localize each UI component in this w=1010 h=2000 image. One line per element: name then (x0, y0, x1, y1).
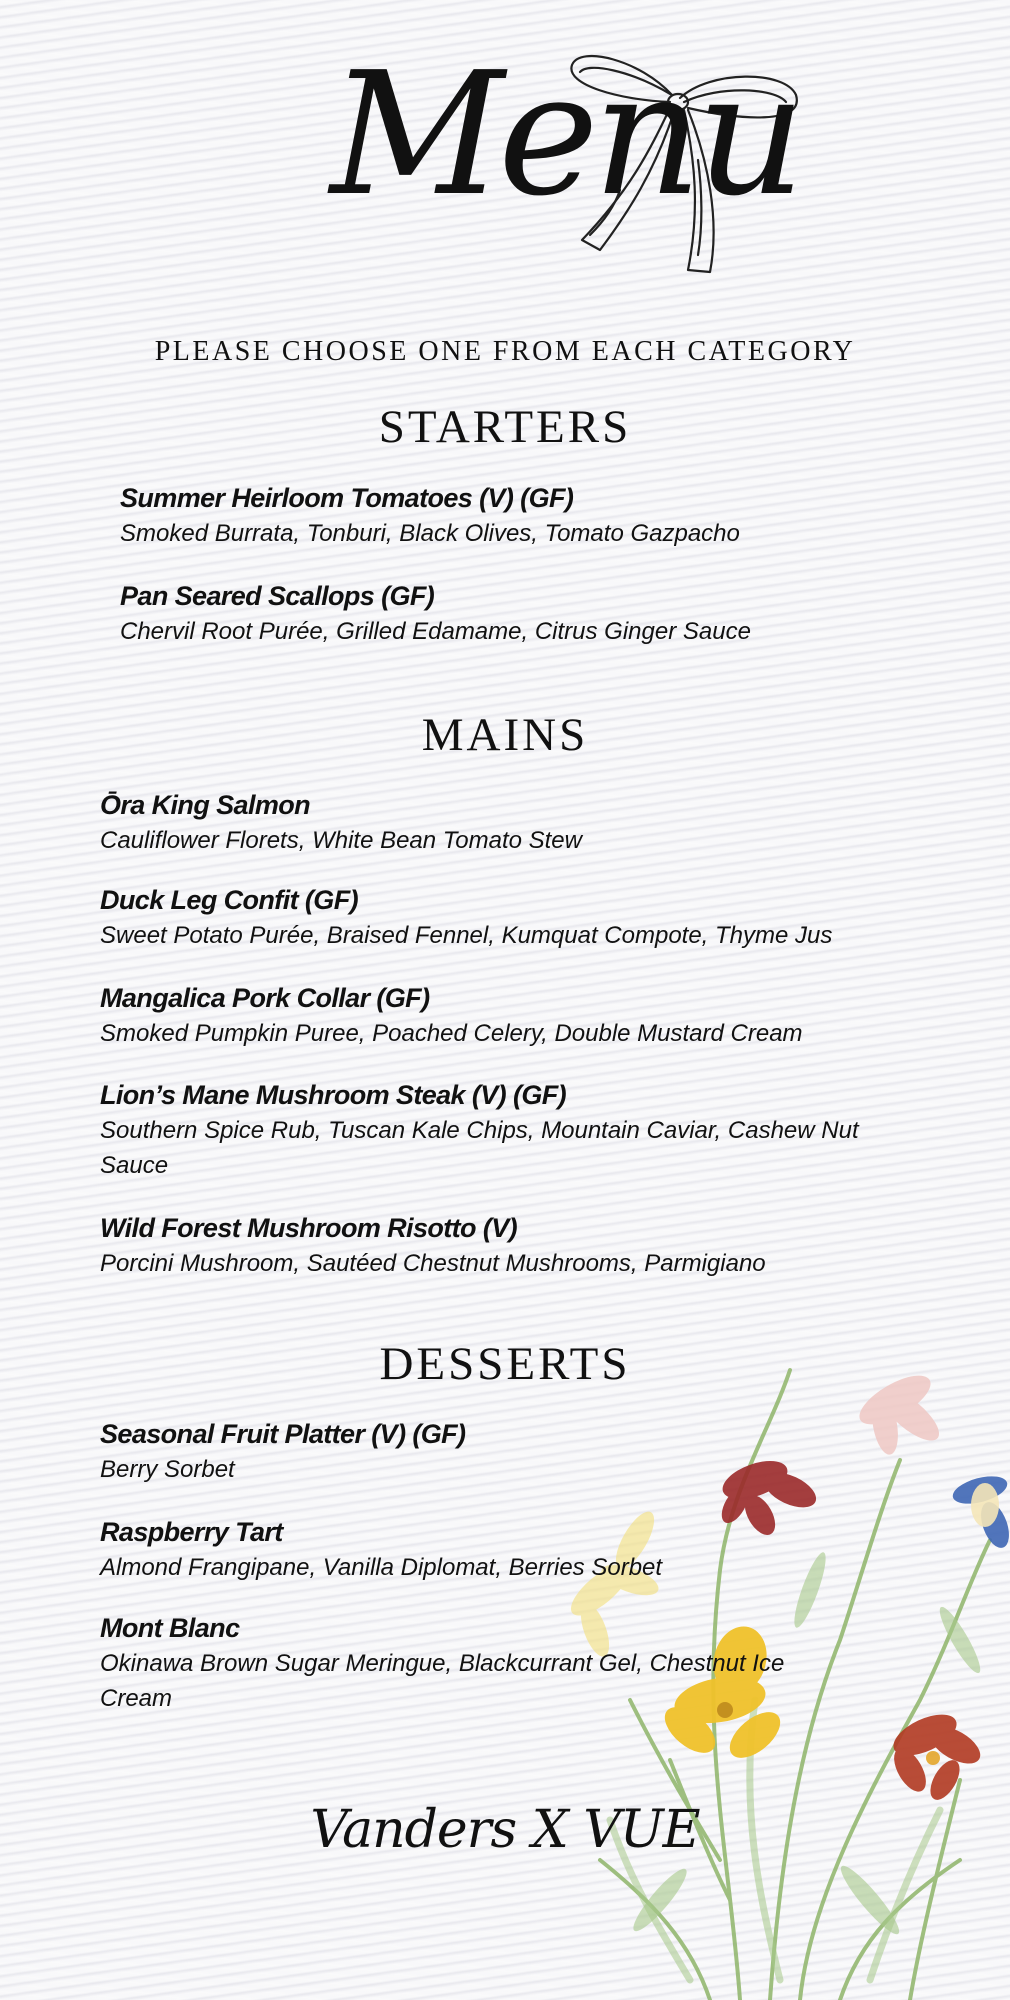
dish-name: Wild Forest Mushroom Risotto (V) (100, 1213, 518, 1243)
dish-description: Cauliflower Florets, White Bean Tomato Stew (100, 827, 582, 854)
dish-description: Smoked Pumpkin Puree, Poached Celery, Double Mustard Cream (100, 1020, 803, 1047)
dish-description: Smoked Burrata, Tonburi, Black Olives, Tomato Gazpacho (120, 520, 740, 547)
main-item (100, 980, 860, 1051)
section-title-starters: STARTERS (378, 401, 632, 453)
dish-description: Chervil Root Purée, Grilled Edamame, Citrus Ginger Sauce (120, 618, 751, 645)
main-item (100, 1077, 880, 1183)
main-item (100, 787, 860, 858)
dish-description: Porcini Mushroom, Sautéed Chestnut Mushrooms, Parmigiano (100, 1250, 766, 1277)
dish-name: Ōra King Salmon (100, 790, 311, 820)
dish-description: Almond Frangipane, Vanilla Diplomat, Berries Sorbet (100, 1554, 663, 1581)
section-title-mains: MAINS (421, 709, 589, 761)
dish-description: Sweet Potato Purée, Braised Fennel, Kumquat Compote, Thyme Jus (100, 922, 833, 949)
dessert-item (100, 1514, 860, 1585)
dish-description: Berry Sorbet (100, 1456, 235, 1483)
starter-item (120, 480, 880, 551)
main-item (100, 1210, 860, 1281)
dish-name: Mont Blanc (100, 1613, 240, 1643)
signature: Vanders X VUE (310, 1800, 700, 1860)
dessert-item (100, 1416, 860, 1487)
dish-name: Pan Seared Scallops (GF) (120, 581, 435, 611)
dish-name: Raspberry Tart (100, 1517, 283, 1547)
main-item (100, 882, 860, 953)
dish-name: Summer Heirloom Tomatoes (V) (GF) (120, 483, 574, 513)
menu-title: Menu (330, 36, 800, 234)
dish-name: Mangalica Pork Collar (GF) (100, 983, 430, 1013)
starter-item (120, 578, 880, 649)
dish-name: Lion’s Mane Mushroom Steak (V) (GF) (100, 1080, 567, 1110)
dish-name: Seasonal Fruit Platter (V) (GF) (100, 1419, 466, 1449)
dish-description: Southern Spice Rub, Tuscan Kale Chips, Mountain Caviar, Cashew Nut Sauce (100, 1117, 859, 1179)
menu-subtitle: PLEASE CHOOSE ONE FROM EACH CATEGORY (154, 336, 856, 367)
dish-name: Duck Leg Confit (GF) (100, 885, 358, 915)
dessert-item (100, 1610, 820, 1716)
dish-description: Okinawa Brown Sugar Meringue, Blackcurrant Gel, Chestnut Ice Cream (100, 1650, 785, 1712)
section-title-desserts: DESSERTS (379, 1338, 631, 1390)
